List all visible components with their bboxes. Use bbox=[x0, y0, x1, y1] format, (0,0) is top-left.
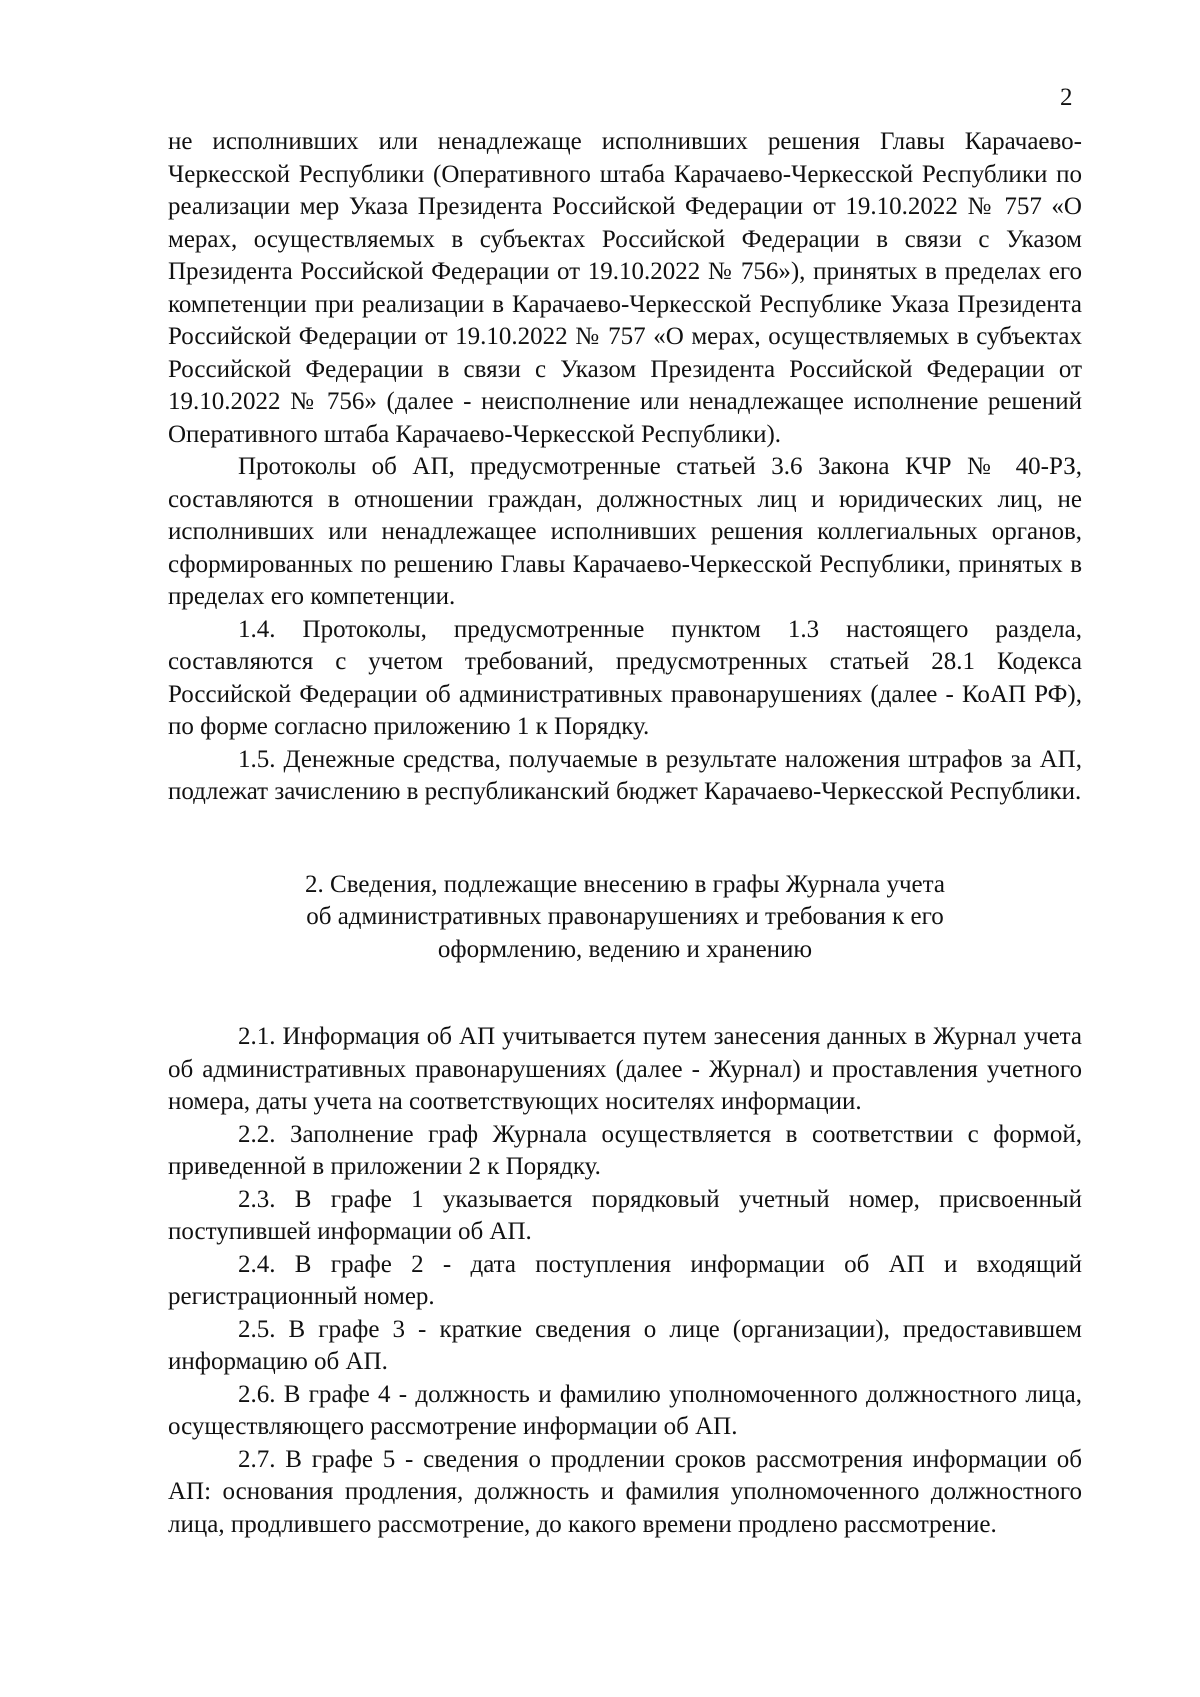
page-number: 2 bbox=[1060, 84, 1073, 111]
paragraph-2-4: 2.4. В графе 2 - дата поступления информации об АП и входящий регистрационный номер. bbox=[168, 1250, 1082, 1310]
paragraph-2-2: 2.2. Заполнение граф Журнала осуществляется в соответствии с формой, приведенной в приложении 2 к Порядку. bbox=[168, 1120, 1082, 1180]
paragraph-protocols: Протоколы об АП, предусмотренные статьей 3.6 Закона КЧР № 40-РЗ, составляются в отношении граждан, должностных лиц и юридических лиц, не исполнивших или ненадлежащее исполнивших решения коллегиальных органов, сформированных по решению Главы Карачаево-Черкесской Республики, принятых в пределах его компетенции. bbox=[168, 453, 1082, 610]
paragraph-2-6: 2.6. В графе 4 - должность и фамилию уполномоченного должностного лица, осуществляющего рассмотрение информации об АП. bbox=[168, 1380, 1082, 1440]
paragraph-continuation: не исполнивших или ненадлежаще исполнивших решения Главы Карачаево-Черкесской Республики (Оперативного штаба Карачаево-Черкесской Республики по реализации мер Указа Президента Российской Федерации от 19.10.2022 № 757 «О мерах, осуществляемых в субъектах Российской Федерации в связи с Указом Президента Российской Федерации от 19.10.2022 № 756»), принятых в пределах его компетенции при реализации в Карачаево-Черкесской Республике Указа Президента Российской Федерации от 19.10.2022 № 757 «О мерах, осуществляемых в субъектах Российской Федерации в связи с Указом Президента Российской Федерации от 19.10.2022 № 756» (далее - неисполнение или ненадлежащее исполнение решений Оперативного штаба Карачаево-Черкесской Республики). bbox=[168, 128, 1082, 448]
paragraph-2-7: 2.7. В графе 5 - сведения о продлении сроков рассмотрения информации об АП: основания продления, должность и фамилия уполномоченного должностного лица, продлившего рассмотрение, до какого времени продлено рассмотрение. bbox=[168, 1445, 1082, 1538]
section-heading-line: об административных правонарушениях и требования к его bbox=[306, 903, 944, 930]
paragraph-2-5: 2.5. В графе 3 - краткие сведения о лице (организации), предоставившем информацию об АП. bbox=[168, 1315, 1082, 1375]
section-heading bbox=[168, 869, 1082, 967]
paragraph-1-5: 1.5. Денежные средства, получаемые в результате наложения штрафов за АП, подлежат зачислению в республиканский бюджет Карачаево-Черкесской Республики. bbox=[168, 745, 1082, 805]
paragraph-2-3: 2.3. В графе 1 указывается порядковый учетный номер, присвоенный поступившей информации об АП. bbox=[168, 1185, 1082, 1245]
section-heading-line: оформлению, ведению и хранению bbox=[437, 935, 813, 963]
paragraph-1-4: 1.4. Протоколы, предусмотренные пунктом 1.3 настоящего раздела, составляются с учетом требований, предусмотренных статьей 28.1 Кодекса Российской Федерации об административных правонарушениях (далее - КоАП РФ), по форме согласно приложению 1 к Порядку. bbox=[168, 615, 1082, 740]
paragraph-2-1: 2.1. Информация об АП учитывается путем занесения данных в Журнал учета об административных правонарушениях (далее - Журнал) и проставления учетного номера, даты учета на соответствующих носителях информации. bbox=[168, 1023, 1082, 1115]
document-body bbox=[168, 126, 1082, 1541]
section-heading-line: 2. Сведения, подлежащие внесению в графы Журнала учета bbox=[305, 870, 945, 898]
